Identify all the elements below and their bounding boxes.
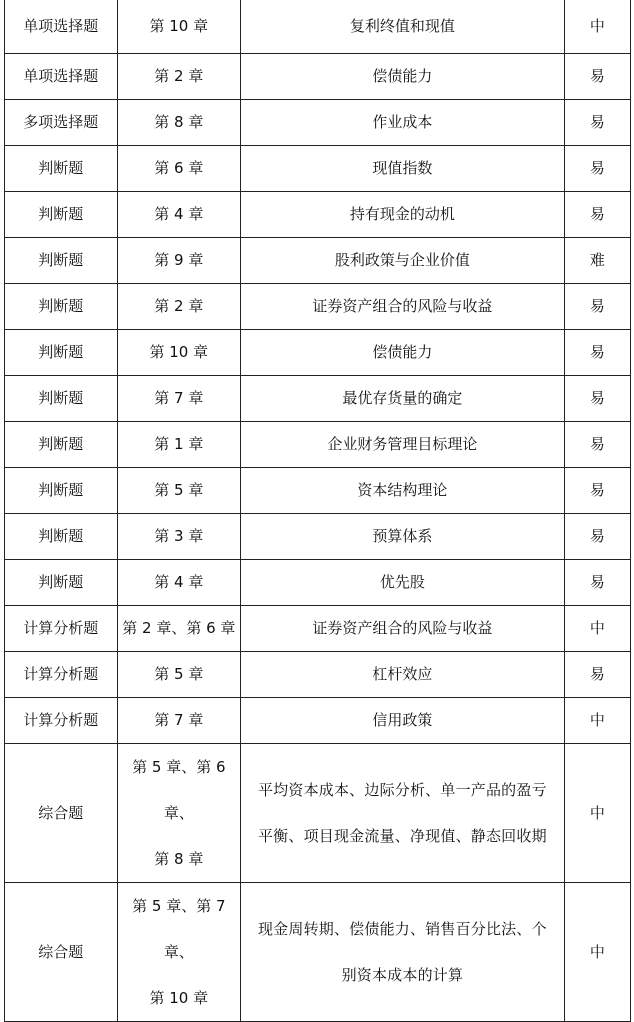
- question-type-cell: 判断题: [5, 467, 118, 513]
- chapter-line: 第 8 章: [154, 849, 204, 868]
- chapter-line: 第 5 章、第 6 章、: [132, 757, 226, 822]
- question-type-cell: 计算分析题: [5, 651, 118, 697]
- topic-cell: 复利终值和现值: [241, 0, 565, 53]
- table-row: [5, 882, 631, 1021]
- question-type-cell: 判断题: [5, 375, 118, 421]
- chapter-line: 第 5 章、第 7 章、: [132, 896, 226, 961]
- question-type-cell: 判断题: [5, 237, 118, 283]
- question-type-cell: 计算分析题: [5, 697, 118, 743]
- question-type-cell: 判断题: [5, 559, 118, 605]
- table-row: [5, 53, 631, 99]
- topic-cell: [241, 882, 565, 1021]
- topic-line: 现金周转期、偿债能力、销售百分比法、个: [257, 919, 547, 938]
- question-type-cell: 综合题: [5, 743, 118, 882]
- topic-cell: 现值指数: [241, 145, 565, 191]
- difficulty-cell: 中: [564, 605, 630, 651]
- table-row: [5, 0, 631, 53]
- chapter-cell: 第 2 章: [117, 53, 241, 99]
- chapter-cell: [117, 882, 241, 1021]
- table-row: [5, 605, 631, 651]
- chapter-cell: 第 5 章: [117, 467, 241, 513]
- difficulty-cell: 易: [564, 467, 630, 513]
- topic-cell: 企业财务管理目标理论: [241, 421, 565, 467]
- table-row: [5, 145, 631, 191]
- chapter-cell: 第 9 章: [117, 237, 241, 283]
- question-type-cell: 计算分析题: [5, 605, 118, 651]
- topic-cell: 杠杆效应: [241, 651, 565, 697]
- table-row: [5, 697, 631, 743]
- table-row: [5, 421, 631, 467]
- chapter-cell: 第 5 章: [117, 651, 241, 697]
- question-type-cell: 判断题: [5, 513, 118, 559]
- topic-cell: 偿债能力: [241, 329, 565, 375]
- chapter-cell: 第 10 章: [117, 0, 241, 53]
- difficulty-cell: 易: [564, 329, 630, 375]
- question-type-cell: 单项选择题: [5, 0, 118, 53]
- question-type-cell: 判断题: [5, 283, 118, 329]
- table-row: [5, 559, 631, 605]
- topic-line: 别资本成本的计算: [341, 965, 464, 984]
- difficulty-cell: 易: [564, 53, 630, 99]
- table-row: [5, 467, 631, 513]
- difficulty-cell: 中: [564, 743, 630, 882]
- topic-cell: 持有现金的动机: [241, 191, 565, 237]
- table-row: [5, 283, 631, 329]
- chapter-cell: 第 7 章: [117, 697, 241, 743]
- difficulty-cell: 易: [564, 513, 630, 559]
- topic-cell: 证券资产组合的风险与收益: [241, 605, 565, 651]
- topic-cell: 优先股: [241, 559, 565, 605]
- difficulty-cell: 易: [564, 421, 630, 467]
- chapter-line: 第 10 章: [149, 988, 209, 1007]
- difficulty-cell: 中: [564, 0, 630, 53]
- question-type-cell: 单项选择题: [5, 53, 118, 99]
- topic-line: 平衡、项目现金流量、净现值、静态回收期: [257, 826, 547, 845]
- topic-line: 平均资本成本、边际分析、单一产品的盈亏: [257, 780, 547, 799]
- table-row: [5, 237, 631, 283]
- chapter-cell: 第 10 章: [117, 329, 241, 375]
- chapter-cell: 第 3 章: [117, 513, 241, 559]
- difficulty-cell: 易: [564, 145, 630, 191]
- chapter-cell: 第 7 章: [117, 375, 241, 421]
- topic-cell: [241, 743, 565, 882]
- table-row: [5, 513, 631, 559]
- question-type-cell: 判断题: [5, 421, 118, 467]
- question-type-cell: 多项选择题: [5, 99, 118, 145]
- question-type-cell: 判断题: [5, 329, 118, 375]
- difficulty-cell: 易: [564, 191, 630, 237]
- difficulty-cell: 易: [564, 559, 630, 605]
- difficulty-cell: 中: [564, 697, 630, 743]
- topic-cell: 作业成本: [241, 99, 565, 145]
- topic-cell: 预算体系: [241, 513, 565, 559]
- chapter-cell: 第 4 章: [117, 559, 241, 605]
- chapter-cell: 第 2 章、第 6 章: [117, 605, 241, 651]
- difficulty-cell: 易: [564, 651, 630, 697]
- table-row: [5, 191, 631, 237]
- difficulty-cell: 易: [564, 283, 630, 329]
- chapter-cell: [117, 743, 241, 882]
- topic-cell: 股利政策与企业价值: [241, 237, 565, 283]
- chapter-cell: 第 2 章: [117, 283, 241, 329]
- chapter-cell: 第 6 章: [117, 145, 241, 191]
- chapter-cell: 第 1 章: [117, 421, 241, 467]
- table-row: [5, 651, 631, 697]
- exam-topics-table: [4, 0, 631, 1022]
- difficulty-cell: 中: [564, 882, 630, 1021]
- topic-cell: 资本结构理论: [241, 467, 565, 513]
- question-type-cell: 判断题: [5, 191, 118, 237]
- table-row: [5, 743, 631, 882]
- table-row: [5, 375, 631, 421]
- difficulty-cell: 易: [564, 99, 630, 145]
- question-type-cell: 综合题: [5, 882, 118, 1021]
- topic-cell: 偿债能力: [241, 53, 565, 99]
- topic-cell: 最优存货量的确定: [241, 375, 565, 421]
- table-row: [5, 329, 631, 375]
- chapter-cell: 第 4 章: [117, 191, 241, 237]
- question-type-cell: 判断题: [5, 145, 118, 191]
- difficulty-cell: 难: [564, 237, 630, 283]
- table-row: [5, 99, 631, 145]
- chapter-cell: 第 8 章: [117, 99, 241, 145]
- difficulty-cell: 易: [564, 375, 630, 421]
- topic-cell: 信用政策: [241, 697, 565, 743]
- topic-cell: 证券资产组合的风险与收益: [241, 283, 565, 329]
